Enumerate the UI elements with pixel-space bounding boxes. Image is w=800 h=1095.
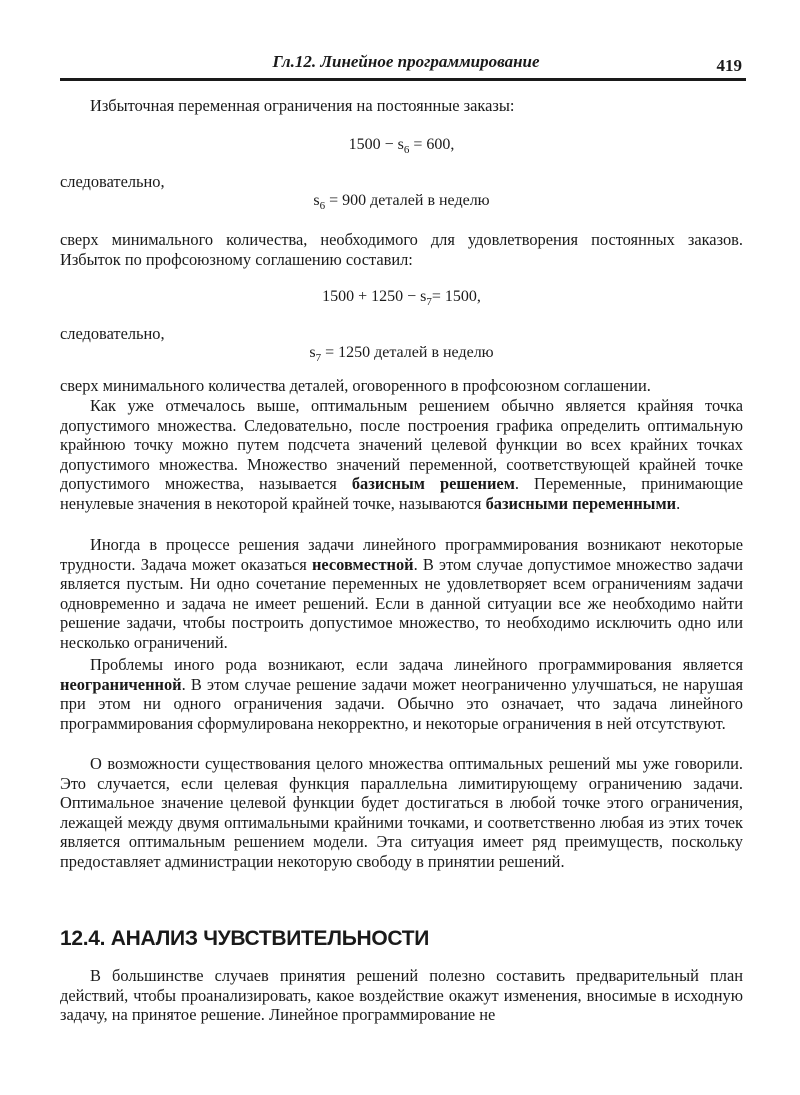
term-unbounded: неограниченной (60, 674, 182, 694)
paragraph-1: Избыточная переменная ограничения на постоянные заказы: (90, 96, 515, 115)
term-infeasible: несовместной (311, 554, 414, 574)
equation-3: $1500 + 1250 - s_7= 1500$, (322, 288, 481, 309)
term-basic-solution: базисным решением (351, 474, 515, 494)
paragraph-2: следовательно, (60, 172, 165, 191)
term-basic-variables: базисными переменными (485, 493, 677, 513)
running-title: Гл.12. Линейное программирование (272, 52, 540, 71)
paragraph-10: В большинстве случаев принятия решений полезно составить предварительный план действий, чтобы проанализировать, какое воздействие окажут изменения, вносимые в исходную задачу, на принятое решение. Линейное программирование не (60, 966, 743, 1025)
paragraph-4: следовательно, (60, 324, 165, 343)
page-number: 419 (716, 56, 742, 75)
paragraph-9: О возможности существования целого множества оптимальных решений мы уже говорили. Это случается, если целевая функция параллельна лимитирующему ограничению задачи. Оптимальное значение целевой функции будет достигаться в любой точке этого ограничения, лежащей между двумя оптимальными крайними точками, и соответственно любая из этих точек является оптимальным решением модели. Эта ситуация имеет ряд преимуществ, поскольку предоставляет администрации некоторую свободу в принятии решений. (60, 754, 743, 871)
equation-2: $s_6 = 900$ деталей в неделю (313, 192, 490, 213)
paragraph-5: сверх минимального количества деталей, оговоренного в профсоюзном соглашении. (60, 376, 651, 395)
paragraph-6: Как уже отмечалось выше, оптимальным решением обычно является крайняя точка допустимого множества. Следовательно, после построения графика определить оптимальную крайнюю точку можно путем подсчета значений целевой функции во всех крайних точках допустимого множества. Множество значений переменной, соответствующей крайней точке допустимого множества, называется базисным решением. Переменные, принимающие ненулевые значения в некоторой крайней точке, называются базисными переменными. (60, 396, 744, 513)
equation-1: $1500 - s_6 = 600$, (348, 136, 455, 157)
page-header (60, 50, 746, 81)
equation-4: $s_7 = 1250$ деталей в неделю (309, 344, 494, 365)
paragraph-7: Иногда в процессе решения задачи линейного программирования возникают некоторые трудности. Задача может оказаться несовместной. В этом случае допустимое множество задачи является пустым. Ни одно сочетание переменных не удовлетворяет всем ограничениям задачи одновременно и задача не имеет решений. Если в данной ситуации все же необходимо найти решение задачи, чтобы построить допустимое множество, то необходимо исключить одно или несколько ограничений. (60, 535, 743, 652)
paragraph-3: сверх минимального количества, необходимого для удовлетворения постоянных заказов. Избыток по профсоюзному соглашению составил: (60, 230, 743, 269)
paragraph-8: Проблемы иного рода возникают, если задача линейного программирования является неограниченной. В этом случае решение задачи может неограниченно улучшаться, не нарушая при этом ни одного ограничения задачи. Обычно это означает, что задача линейного программирования сформулирована некорректно, и некоторые ограничения в ней отсутствуют. (60, 655, 743, 733)
section-heading: 12.4. АНАЛИЗ ЧУВСТВИТЕЛЬНОСТИ (60, 927, 430, 950)
